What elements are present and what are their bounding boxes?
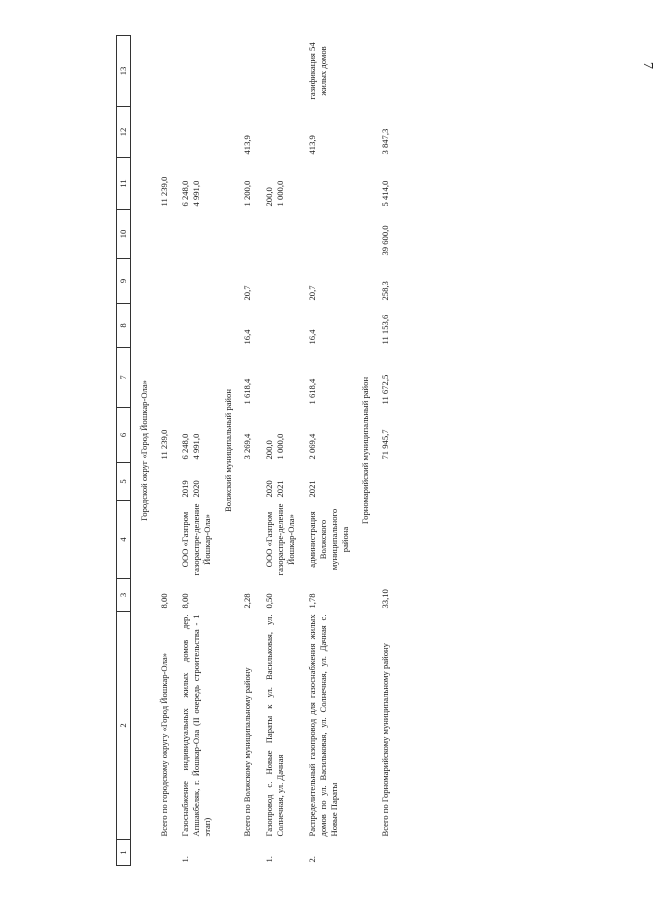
cell-year: 2019 2020 — [180, 480, 202, 498]
column-header: 8 — [117, 304, 131, 348]
cell-name: Газоснабжение индивидуальных жилых домов дер. Апшакбеляк, г. Йошкар-Ола (II очередь строительства - 1 этап) — [180, 614, 212, 837]
cell-col12: 3 847,3 — [380, 128, 391, 155]
column-number-row — [117, 36, 131, 866]
section-header-row — [215, 36, 241, 866]
cell-col7: 1 618,4 — [242, 378, 253, 405]
column-header: 5 — [117, 463, 131, 501]
cell-col8: 16,4 — [307, 329, 318, 345]
cell-col12: 413,9 — [242, 135, 253, 155]
cell-result — [157, 36, 172, 107]
cell-col8: 16,4 — [242, 329, 253, 345]
cell-executor — [378, 501, 393, 579]
cell-year — [240, 463, 255, 501]
section-header-row — [131, 36, 157, 866]
cell-col11 — [298, 158, 352, 210]
cell-year: 2021 — [307, 480, 318, 498]
cell-total: 71 945,7 — [380, 429, 391, 460]
cell-col11: 11 239,0 — [158, 176, 169, 207]
column-header: 9 — [117, 259, 131, 304]
column-header: 3 — [117, 579, 131, 612]
column-header: 12 — [117, 107, 131, 158]
cell-name: Газопровод с. Новые Параты к ул. Васильковая, ул. Солнечная, ул. Дачная — [264, 614, 285, 837]
column-header: 1 — [117, 840, 131, 866]
cell-col10 — [298, 210, 352, 259]
column-header: 7 — [117, 348, 131, 408]
cell-col11: 200,0 1 000,0 — [264, 180, 285, 207]
rotated-document-table — [116, 36, 620, 866]
cell-index: 2. — [307, 856, 318, 863]
column-header: 11 — [117, 158, 131, 210]
cell-index — [157, 840, 172, 866]
cell-index — [378, 840, 393, 866]
section-header-row — [352, 36, 378, 866]
cell-length: 1,78 — [307, 593, 318, 609]
cell-executor — [240, 501, 255, 579]
cell-length: 8,00 — [180, 593, 191, 609]
cell-length: 2,28 — [242, 593, 253, 609]
section-title: Волжский муниципальный район — [222, 389, 233, 512]
cell-col8: 11 153,6 — [380, 314, 391, 345]
cell-executor: ООО «Газпром газораспре-деление Йошкар-Ола» — [180, 503, 212, 576]
cell-year — [378, 463, 393, 501]
cell-total: 11 239,0 — [158, 429, 169, 460]
column-header: 2 — [117, 612, 131, 840]
cell-result — [240, 36, 255, 107]
section-title: Городской округ «Город Йошкар-Ола» — [139, 380, 149, 521]
cell-col10: 39 600,0 — [380, 225, 391, 256]
column-header: 10 — [117, 210, 131, 259]
cell-year — [157, 463, 172, 501]
cell-year: 2020 2021 — [264, 480, 285, 498]
cell-col9 — [157, 259, 172, 304]
table-row — [298, 36, 352, 866]
cell-name: Всего по Горномарийскому муниципальному району — [380, 643, 391, 837]
table-row — [157, 36, 172, 866]
cell-col9 — [255, 259, 298, 304]
cell-name: Распределительный газопровод для газоснабжения жилых домов по ул. Васильковая, ул. Солнечная, ул. Дачная с. Новые Параты — [307, 614, 339, 837]
table-row — [171, 36, 214, 866]
column-header: 13 — [117, 36, 131, 107]
column-header: 4 — [117, 501, 131, 579]
cell-length: 8,00 — [158, 593, 169, 609]
cell-result — [378, 36, 393, 107]
cell-col8 — [157, 304, 172, 348]
cell-index: 1. — [180, 856, 191, 863]
cell-result — [171, 36, 214, 107]
cell-executor: администрация Волжского муниципального района — [307, 508, 350, 571]
cell-col9: 20,7 — [307, 285, 318, 301]
cell-length: 0,50 — [264, 593, 275, 609]
cell-col11: 5 414,0 — [380, 180, 391, 207]
cell-col7: 1 618,4 — [307, 378, 318, 405]
cell-col12 — [171, 107, 214, 158]
cell-col9: 20,7 — [242, 285, 253, 301]
cell-col7 — [255, 348, 298, 408]
cell-col10 — [157, 210, 172, 259]
cell-result: газификация 54 жилых домов — [307, 42, 329, 100]
cell-col7: 11 672,5 — [380, 374, 391, 405]
cell-col9 — [171, 259, 214, 304]
cell-col8 — [171, 304, 214, 348]
section-title: Горномарийский муниципальный район — [360, 376, 371, 525]
gasification-table — [116, 35, 393, 866]
cell-col11: 1 200,0 — [242, 180, 253, 207]
cell-col10 — [240, 210, 255, 259]
cell-col8 — [255, 304, 298, 348]
cell-length: 33,10 — [380, 589, 391, 609]
cell-col12 — [255, 107, 298, 158]
cell-result — [255, 36, 298, 107]
cell-col10 — [255, 210, 298, 259]
cell-executor: ООО «Газпром газораспре-деление Йошкар-Ола» — [264, 503, 296, 576]
cell-executor — [157, 501, 172, 579]
cell-total: 200,0 1 000,0 — [264, 433, 285, 460]
cell-total: 2 069,4 — [307, 433, 318, 460]
cell-total: 3 269,4 — [242, 433, 253, 460]
cell-col7 — [157, 348, 172, 408]
column-header: 6 — [117, 408, 131, 463]
cell-index — [240, 840, 255, 866]
cell-col11: 6 248,0 4 991,0 — [180, 180, 202, 207]
table-row — [255, 36, 298, 866]
cell-col7 — [171, 348, 214, 408]
cell-name: Всего по Волжскому муниципальному району — [242, 667, 253, 837]
cell-name: Всего по городскому округу «Город Йошкар-Ола» — [158, 652, 169, 837]
cell-col12: 413,9 — [307, 135, 318, 155]
cell-index: 1. — [264, 856, 275, 863]
page-number: 7 — [640, 62, 655, 69]
cell-col12 — [157, 107, 172, 158]
cell-col9: 258,3 — [380, 281, 391, 301]
table-row — [240, 36, 255, 866]
table-row — [378, 36, 393, 866]
cell-col10 — [171, 210, 214, 259]
cell-total: 6 248,0 4 991,0 — [180, 433, 202, 460]
